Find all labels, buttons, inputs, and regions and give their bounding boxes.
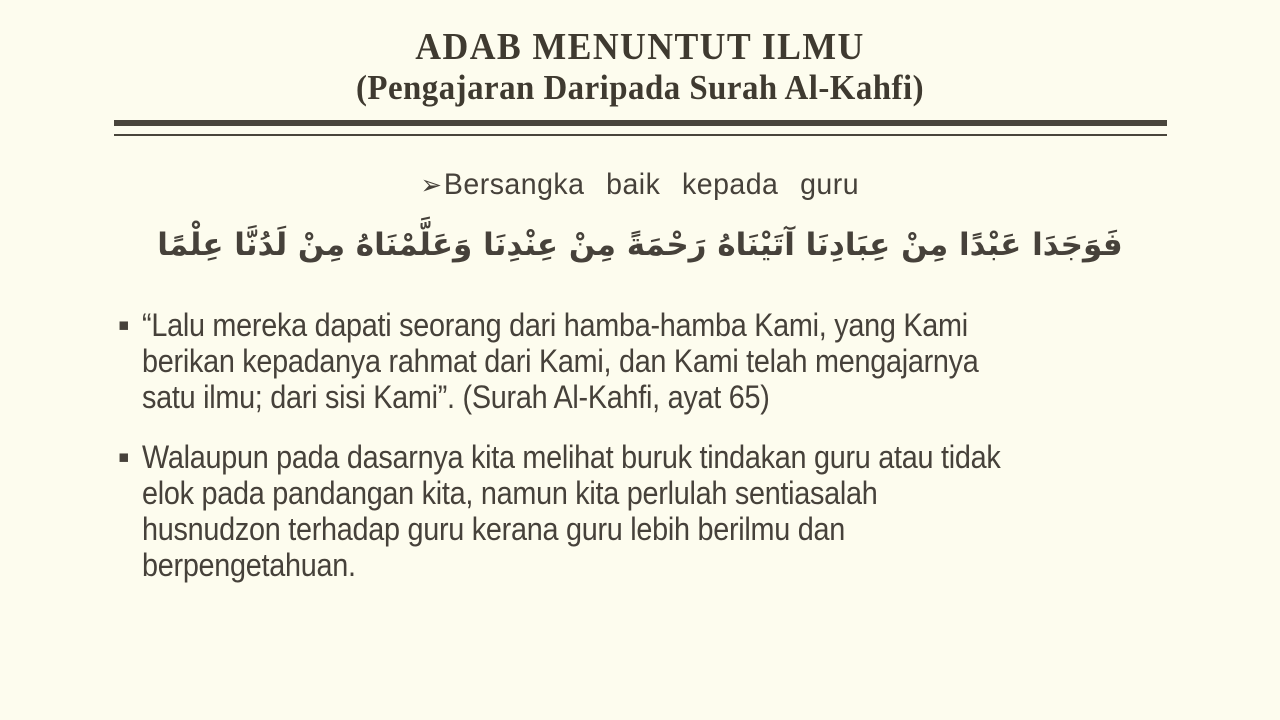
bullet-text <box>142 439 1240 583</box>
bullet-text-line: berpengetahuan. <box>142 547 356 583</box>
list-item <box>118 439 1240 583</box>
bullet-text-line: satu ilmu; dari sisi Kami”. (Surah Al-Kahfi, ayat 65) <box>142 379 770 415</box>
divider-thick-rule <box>114 120 1167 126</box>
list-item <box>118 307 1240 415</box>
section-heading <box>421 168 859 203</box>
bullet-list <box>0 307 1280 583</box>
bullet-text-line: husnudzon terhadap guru kerana guru lebih berilmu dan <box>142 511 845 547</box>
section-heading-label: Bersangka baik kepada guru <box>444 168 860 201</box>
bullet-text-line: berikan kepadanya rahmat dari Kami, dan Kami telah mengajarnya <box>142 343 979 379</box>
bullet-text-line: “Lalu mereka dapati seorang dari hamba-hamba Kami, yang Kami <box>142 307 968 343</box>
bullet-text-line: elok pada pandangan kita, namun kita perlulah sentiasalah <box>142 475 878 511</box>
page-title: ADAB MENUNTUT ILMU <box>415 26 865 68</box>
slide-title <box>0 0 1280 108</box>
square-bullet-icon: ▪ <box>118 447 130 467</box>
bullet-text-line: Walaupun pada dasarnya kita melihat buruk tindakan guru atau tidak <box>142 439 1001 475</box>
page-subtitle-parenthetical: (Pengajaran Daripada Surah Al-Kahfi) <box>355 68 925 107</box>
square-bullet-icon: ▪ <box>118 315 130 335</box>
divider-thin-rule <box>114 134 1167 136</box>
arrow-bullet-icon: ➢ <box>420 170 443 201</box>
arabic-verse: فَوَجَدَا عَبْدًا مِنْ عِبَادِنَا آتَيْنَاهُ رَحْمَةً مِنْ عِنْدِنَا وَعَلَّمْنَاهُ مِنْ لَدُنَّا عِلْمًا <box>157 227 1123 263</box>
bullet-text <box>142 307 1240 415</box>
section-heading-row <box>0 168 1280 203</box>
